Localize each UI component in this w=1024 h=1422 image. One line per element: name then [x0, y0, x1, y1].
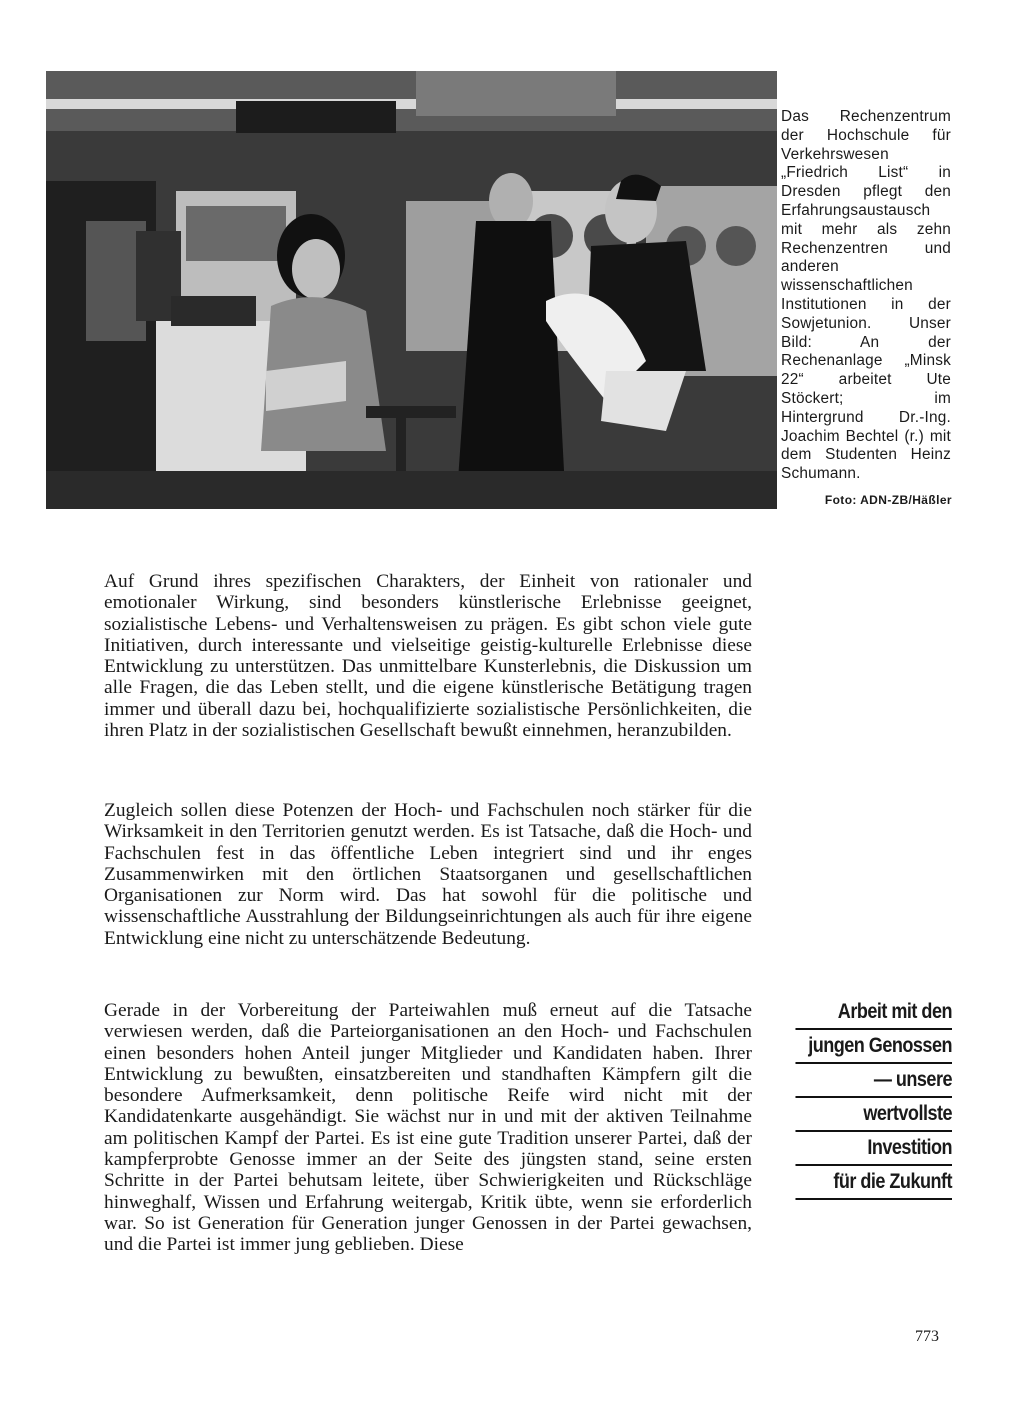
photo-illustration	[46, 71, 777, 509]
marginal-heading-line: jungen Genossen	[795, 1032, 952, 1064]
marginal-heading-line: wertvollste	[795, 1100, 952, 1132]
marginal-heading-line: für die Zukunft	[795, 1168, 952, 1200]
page-number: 773	[915, 1328, 939, 1345]
photo-credit: Foto: ADN-ZB/Häßler	[824, 493, 952, 507]
photo-caption: Das Rechenzentrum der Hochschule für Verkehrswesen „Friedrich List“ in Dresden pflegt den Erfahrungsaustausch mit mehr als zehn Rechenzentren und anderen wissenschaftlichen Institutionen in der Sowjetunion. Unser Bild: An der Rechenanlage „Minsk 22“ arbeitet Ute Stöckert; im Hintergrund Dr.-Ing. Joachim Bechtel (r.) mit dem Studenten Heinz Schumann.	[781, 108, 951, 483]
body-paragraph-2: Zugleich sollen diese Potenzen der Hoch- und Fachschulen noch stärker für die Wirksamkeit in den Territorien genutzt werden. Es ist Tatsache, daß die Hoch- und Fachschulen fest in das öffentliche Leben integriert sind und ihr enges Zusammenwirken mit den örtlichen Staatsorganen und gesellschaftlichen Organisationen zur Norm wird. Das hat sowohl für die politische und wissenschaftliche Ausstrahlung der Bildungseinrichtungen als auch für ihre eigene Entwicklung eine nicht zu unterschätzende Bedeutung.	[104, 800, 752, 949]
marginal-heading-line: Arbeit mit den	[795, 998, 952, 1030]
marginal-heading	[770, 998, 952, 1202]
marginal-heading-line: Investition	[795, 1134, 952, 1166]
marginal-heading-line: — unsere	[795, 1066, 952, 1098]
body-paragraph-1: Auf Grund ihres spezifischen Charakters, der Einheit von rationaler und emotionaler Wirkung, sind besonders künstlerische Erlebnisse geeignet, sozialistische Lebens- und Verhaltensweisen zu prägen. Es gibt schon viele gute Initiativen, durch interessante und vielseitige geistig-kulturelle Erlebnisse diese Entwicklung zu unterstützen. Das unmittelbare Kunsterlebnis, die Diskussion um alle Fragen, die das Leben stellt, und die eigene künstlerische Betätigung tragen immer und überall dazu bei, hochqualifizierte sozialistische Persönlichkeiten, die ihren Platz in der sozialistischen Gesellschaft bewußt einnehmen, heranzubilden.	[104, 571, 752, 742]
body-paragraph-3: Gerade in der Vorbereitung der Parteiwahlen muß erneut auf die Tatsache verwiesen werden, daß die Parteiorganisationen an den Hoch- und Fachschulen einen besonders hohen Anteil junger Mitglieder und Kandidaten haben. Ihrer Entwicklung zu bewußten, einsatzbereiten und standhaften Kämpfern gilt die besondere Aufmerksamkeit, denn politische Reife wird nicht mit der Kandidatenkarte ausgehändigt. Sie wächst nur in und mit der aktiven Teilnahme am politischen Kampf der Partei. Es ist eine gute Tradition unserer Partei, daß der kampferprobte Genosse immer an der Seite des jüngsten stand, seine ersten Schritte in der Partei behutsam leitete, über Schwierigkeiten und Rückschläge hinweghalf, Wissen und Erfahrung weitergab, Kritik übte, wenn sie erforderlich war. So ist Generation für Generation junger Genossen in der Partei gewachsen, und die Partei ist immer jung geblieben. Diese	[104, 1000, 752, 1256]
photo-computer-center	[46, 71, 777, 509]
